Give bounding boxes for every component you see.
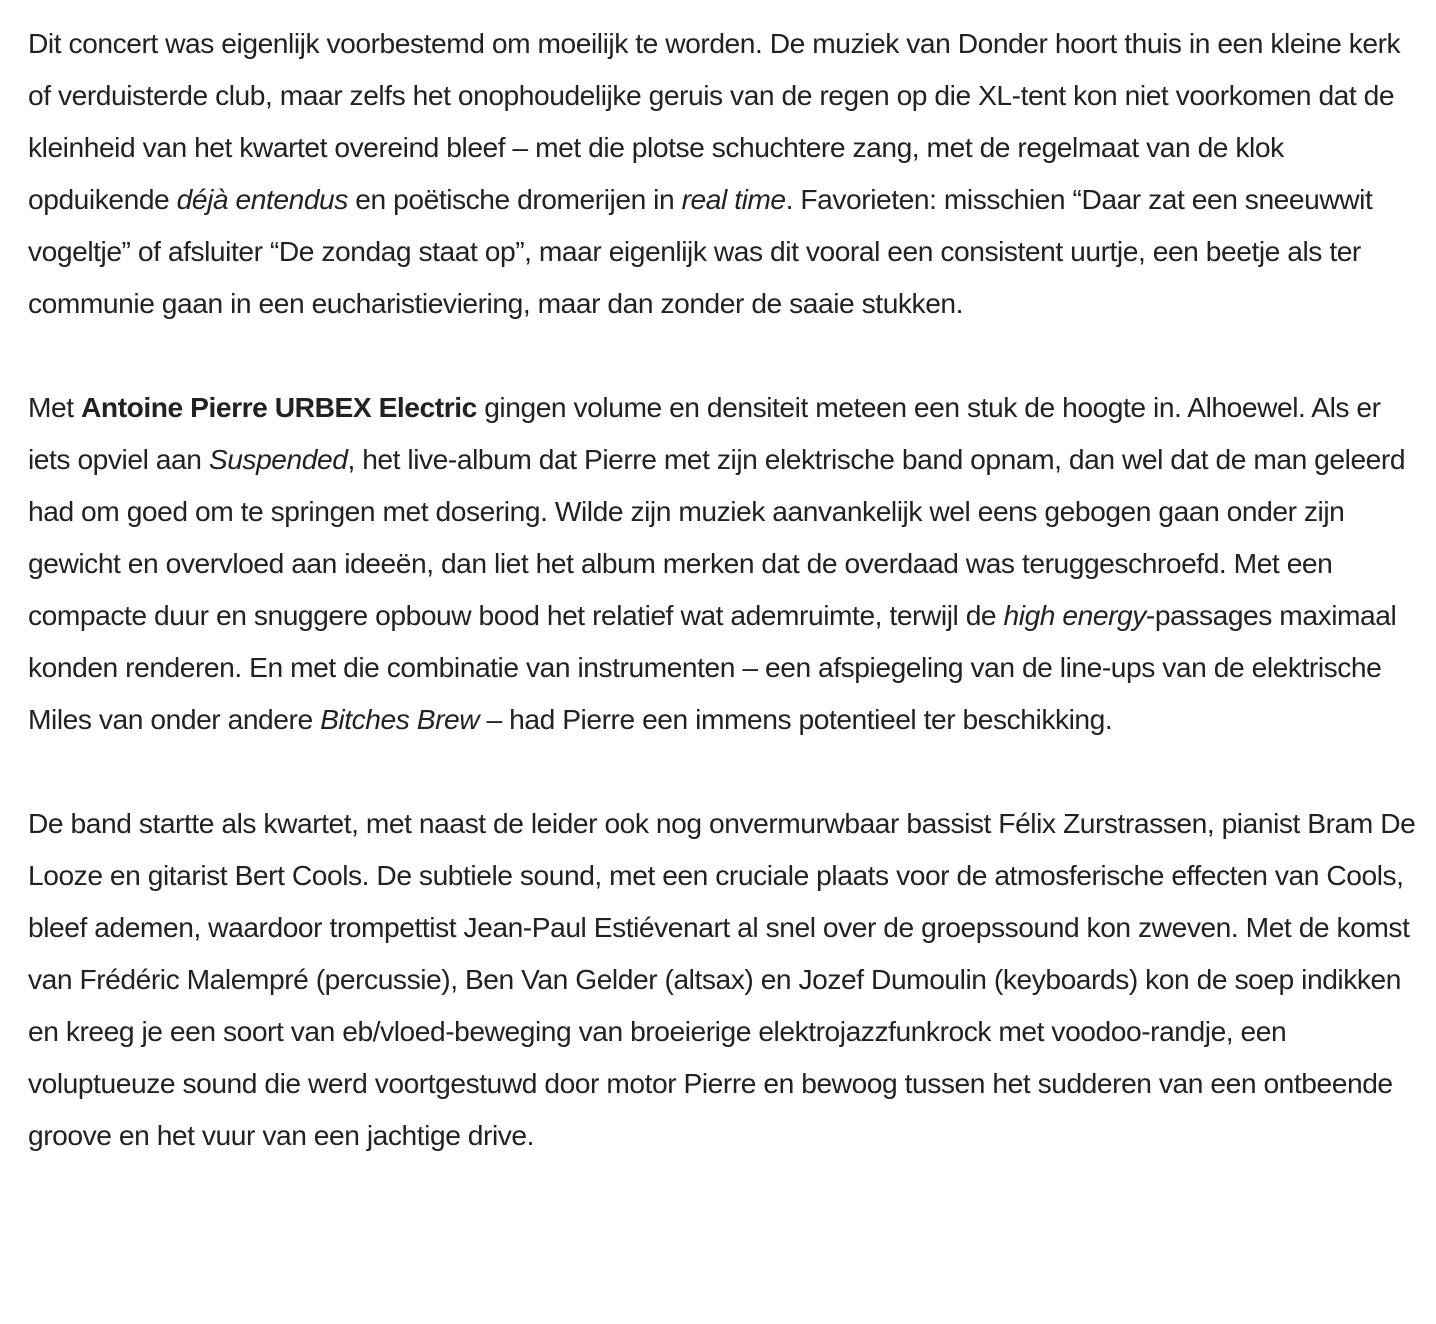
paragraph-band-lineup [28,797,1428,1161]
italic-term-real-time: real time [681,183,786,215]
paragraph-text: – had Pierre een immens potentieel ter beschikking. [479,703,1113,735]
paragraph-text: , het live-album dat Pierre met zijn elektrische band opnam, dan wel dat de man geleerd had om goed om te springen met dosering. Wilde zijn muziek aanvankelijk wel eens gebogen gaan onder zijn gewicht en overvloed aan ideeën, dan liet het album merken dat de overdaad was teruggeschroefd. Met een compacte duur en snuggere opbouw bood het relatief wat ademruimte, terwijl de [28,443,1406,631]
paragraph-text: Met [28,391,82,423]
paragraph-text: Dit concert was eigenlijk voorbestemd om moeilijk te worden. De muziek van Donder hoort thuis in een kleine kerk of verduisterde club, maar zelfs het onophoudelijke geruis van de regen op die XL-tent kon niet voorkomen dat de kleinheid van het kwartet overeind bleef – met die plotse schuchtere zang, met de regelmaat van de klok opduikende [28,27,1401,215]
paragraph-urbex-electric [28,381,1428,745]
paragraph-donder-concert [28,17,1428,329]
paragraph-text: . Favorieten: misschien “Daar zat een sneeuwwit vogeltje” of afsluiter “De zondag staat op”, maar eigenlijk was dit vooral een consistent uurtje, een beetje als ter communie gaan in een eucharistieviering, maar dan zonder de saaie stukken. [28,183,1373,319]
paragraph-text: De band startte als kwartet, met naast de leider ook nog onvermurwbaar bassist Félix Zurstrassen, pianist Bram De Looze en gitarist Bert Cools. De subtiele sound, met een cruciale plaats voor de atmosferische effecten van Cools, bleef ademen, waardoor trompettist Jean-Paul Estiévenart al snel over de groepssound kon zweven. Met de komst van Frédéric Malempré (percussie), Ben Van Gelder (altsax) en Jozef Dumoulin (keyboards) kon de soep indikken en kreeg je een soort van eb/vloed-beweging van broeierige elektrojazzfunkrock met voodoo-randje, een voluptueuze sound die werd voortgestuwd door motor Pierre en bewoog tussen het sudderen van een ontbeende groove en het vuur van een jachtige drive. [28,807,1416,1151]
album-title-bitches-brew: Bitches Brew [320,703,480,735]
album-title-suspended: Suspended [208,443,348,475]
italic-term-high-energy: high energy [1003,599,1146,631]
paragraph-text: en poëtische dromerijen in [347,183,682,215]
italic-term-deja-entendus: déjà entendus [176,183,348,215]
paragraph-text: -passages maximaal konden renderen. En met die combinatie van instrumenten – een afspiegeling van de line-ups van de elektrische Miles van onder andere [28,599,1397,735]
band-name-bold: Antoine Pierre URBEX Electric [81,391,477,423]
paragraph-text: gingen volume en densiteit meteen een stuk de hoogte in. Alhoewel. Als er iets opviel aan [28,391,1381,475]
